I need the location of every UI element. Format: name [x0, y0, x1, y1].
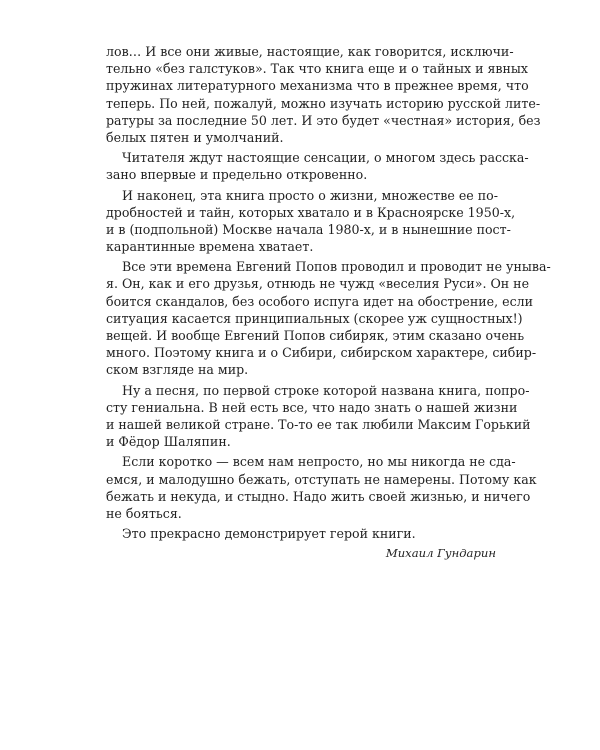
text-line: пружинах литературного механизма что в прежнее время, что — [106, 78, 529, 94]
text-line: Если коротко — всем нам непросто, но мы никогда не сда- — [122, 454, 516, 470]
text-line: Это прекрасно демонстрирует герой книги. — [122, 526, 416, 542]
text-line: вещей. И вообще Евгений Попов сибиряк, этим сказано очень — [106, 328, 525, 343]
text-line: Все эти времена Евгений Попов проводил и проводит не уныва- — [122, 259, 551, 275]
text-line: зано впервые и предельно откровенно. — [106, 167, 368, 183]
paragraph — [106, 382, 531, 451]
text-line: и нашей великой стране. То-то ее так любили Максим Горький — [106, 416, 531, 432]
text-line: ситуация касается принципиальных (скорее уж сущностных!) — [106, 310, 523, 326]
text-line: бежать и некуда, и стыдно. Надо жить своей жизнью, и ничего — [106, 488, 531, 504]
paragraph — [106, 453, 537, 522]
text-line: тельно «без галстуков». Так что книга еще и о тайных и явных — [106, 61, 529, 77]
paragraph — [106, 525, 496, 542]
text-line: и Фёдор Шаляпин. — [106, 434, 231, 450]
text-line: не бояться. — [106, 505, 182, 521]
text-line: лов… И все они живые, настоящие, как говорится, исключи- — [106, 44, 514, 59]
body-text — [106, 43, 551, 562]
text-line: боится скандалов, без особого испуга идет на обострение, если — [106, 293, 534, 309]
text-line: Ну а песня, по первой строке которой названа книга, попро- — [122, 382, 530, 398]
paragraph — [106, 187, 516, 256]
text-line: Читателя ждут настоящие сенсации, о многом здесь расска- — [122, 150, 529, 166]
text-line: емся, и малодушно бежать, отступать не намерены. Потому как — [106, 471, 537, 487]
text-line: И наконец, эта книга просто о жизни, множестве ее по- — [122, 187, 498, 203]
text-line: ратуры за последние 50 лет. И это будет «честная» история, без — [106, 112, 541, 128]
text-line: и в (подпольной) Москве начала 1980-х, и в нынешние пост- — [106, 221, 511, 237]
paragraph — [106, 258, 551, 378]
text-line: дробностей и тайн, которых хватало и в Красноярске 1950-х, — [106, 204, 516, 220]
text-line: ском взгляде на мир. — [106, 362, 249, 378]
text-line: теперь. По ней, пожалуй, можно изучать историю русской лите- — [106, 95, 541, 111]
text-line: белых пятен и умолчаний. — [106, 129, 284, 145]
text-line: я. Он, как и его друзья, отнюдь не чужд «веселия Руси». Он не — [106, 276, 530, 292]
text-line: много. Поэтому книга и о Сибири, сибирском характере, сибир- — [106, 345, 537, 361]
author-signature: Михаил Гундарин — [385, 546, 496, 561]
paragraph — [106, 149, 529, 183]
text-line: сту гениальна. В ней есть все, что надо знать о нашей жизни — [106, 399, 518, 415]
paragraph — [106, 43, 541, 146]
text-line: карантинные времена хватает. — [106, 239, 314, 255]
